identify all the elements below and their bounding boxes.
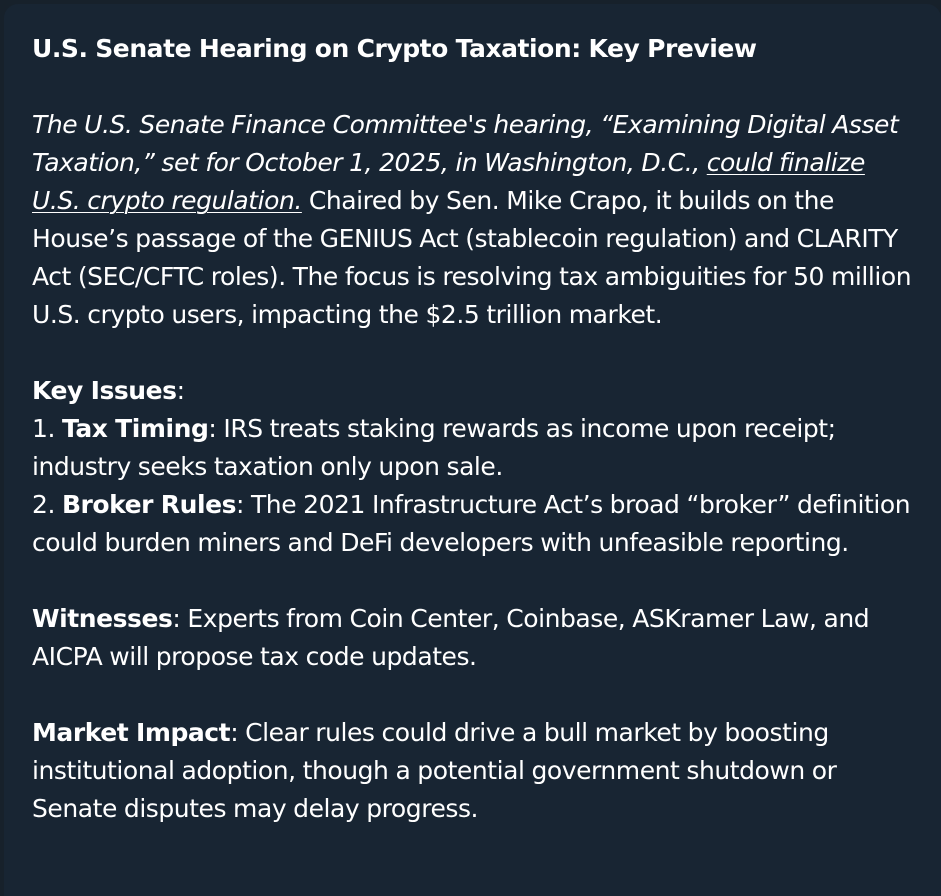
- witnesses-label: Witnesses: [32, 604, 173, 633]
- key-issue-label: Broker Rules: [61, 490, 237, 519]
- key-issue-number: 1.: [32, 414, 62, 443]
- key-issue-number: 2.: [32, 490, 62, 519]
- intro-rest: Chaired by Sen. Mike Crapo, it builds on the House’s passage of the GENIUS Act (stablecoin regulation) and CLARITY Act (SEC/CFTC roles). The focus is resolving tax ambiguities for 50 million U.S. crypto users, impacting the $2.5 trillion market.: [32, 186, 912, 329]
- key-issue-label: Tax Timing: [61, 414, 209, 443]
- key-issues-heading-label: Key Issues: [32, 376, 177, 405]
- key-issue-item: [32, 486, 917, 562]
- witnesses-text: : Experts from Coin Center, Coinbase, ASKramer Law, and AICPA will propose tax code updates.: [32, 604, 870, 671]
- key-issues-heading: [32, 372, 917, 410]
- witnesses-paragraph: [32, 600, 917, 676]
- market-impact-label: Market Impact: [32, 718, 231, 747]
- spacer: [32, 68, 917, 106]
- market-impact-paragraph: [32, 714, 917, 828]
- spacer: [32, 334, 917, 372]
- spacer: [32, 676, 917, 714]
- key-issue-text: : The 2021 Infrastructure Act’s broad “broker” definition could burden miners and DeFi developers with unfeasible reporting.: [32, 490, 911, 557]
- intro-italic-lead: The U.S. Senate Finance Committee's hearing, “Examining Digital Asset Taxation,” set for October 1, 2025, in Washington, D.C.,: [32, 110, 899, 177]
- message-bubble: [4, 4, 941, 896]
- intro-paragraph: [32, 106, 917, 334]
- key-issue-text: : IRS treats staking rewards as income upon receipt; industry seeks taxation only upon sale.: [32, 414, 836, 481]
- key-issue-item: [32, 410, 917, 486]
- message-title: U.S. Senate Hearing on Crypto Taxation: Key Preview: [32, 34, 757, 63]
- key-issues-heading-suffix: :: [176, 376, 185, 405]
- regulation-link[interactable]: could finalize U.S. crypto regulation.: [32, 148, 865, 215]
- spacer: [32, 562, 917, 600]
- market-impact-text: : Clear rules could drive a bull market by boosting institutional adoption, though a potential government shutdown or Senate disputes may delay progress.: [32, 718, 837, 823]
